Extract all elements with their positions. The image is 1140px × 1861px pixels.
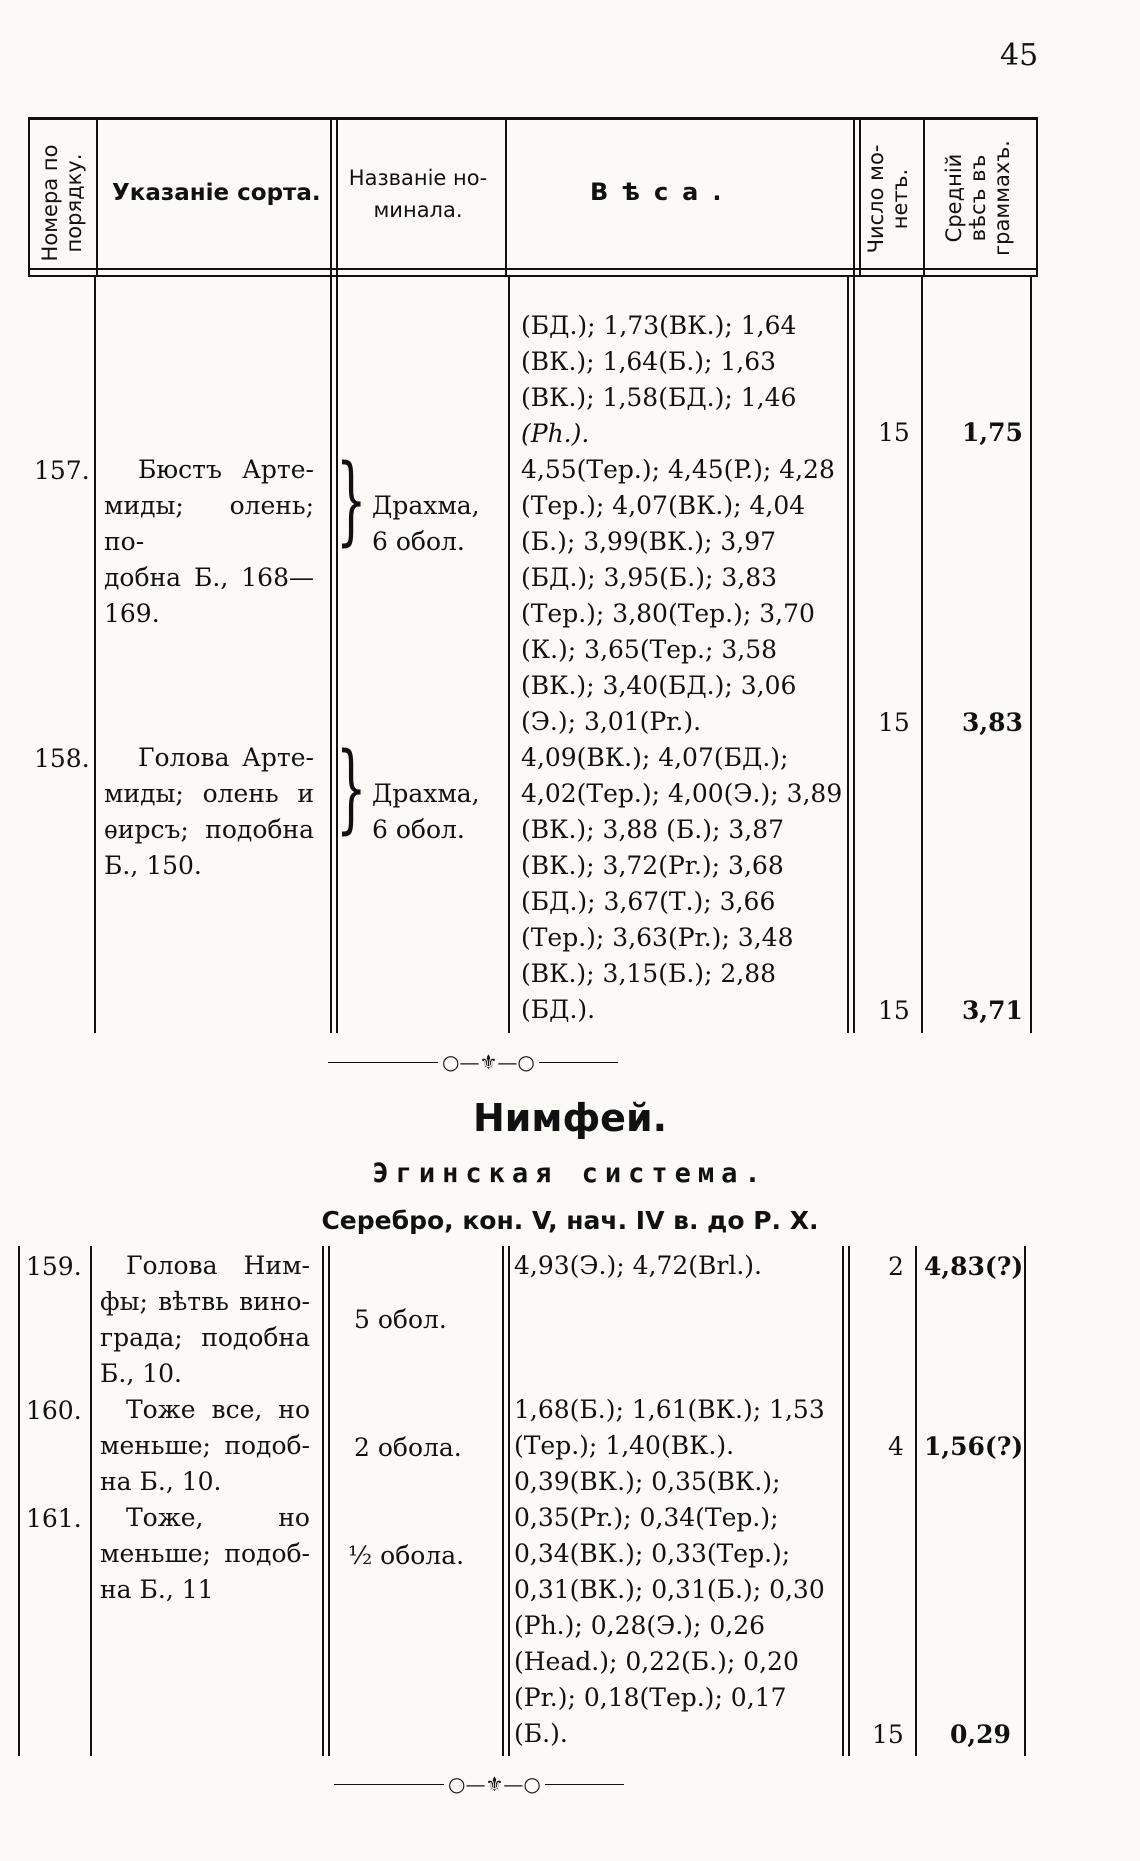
- row-158-weights: 4,09(ВК.); 4,07(БД.); 4,02(Тер.); 4,00(Э.); 3,89 (ВК.); 3,88 (Б.); 3,87 (ВК.); 3,72(Pr.); 3,68 (БД.); 3,67(Т.); 3,66 (Тер.); 3,63(Pr.); 3,48 (ВК.); 3,15(Б.); 2,88 (БД.).: [521, 743, 843, 1024]
- body1-border-6: [1030, 277, 1032, 1033]
- row-158-count: 15: [878, 996, 910, 1025]
- body1-border-3: [508, 277, 510, 1033]
- body2-border-4b: [848, 1246, 850, 1756]
- col-border-5: [923, 117, 925, 277]
- row-158-number: 158.: [34, 744, 90, 773]
- row-157-nominal: Драхма, 6 обол.: [372, 491, 480, 556]
- table-header-rule-2: [28, 275, 1038, 277]
- row-158-brace: }: [336, 732, 367, 844]
- continuation-avg: 1,75: [962, 418, 1023, 447]
- ornament-1: ○—⚜—○: [438, 1050, 539, 1074]
- row-160-weights: 1,68(Б.); 1,61(ВК.); 1,53 (Тер.); 1,40(ВК.).: [514, 1395, 825, 1460]
- row-161-count: 15: [872, 1720, 904, 1749]
- section-subtitle: Эгинская система.: [372, 1158, 768, 1189]
- row-157-count: 15: [878, 708, 910, 737]
- body2-border-2: [322, 1246, 324, 1756]
- row-157-description: Бюстъ Арте- миды; олень; по- добна Б., 168— 169.: [104, 455, 314, 628]
- row-160-description: Тоже все, но меньше; подоб- на Б., 10.: [100, 1395, 310, 1496]
- col-border-2b: [336, 117, 338, 277]
- row-161-nominal: ½ обола.: [348, 1541, 465, 1570]
- body2-border-2b: [328, 1246, 330, 1756]
- header-count: Число мо- нетъ.: [864, 144, 912, 254]
- section-title: Нимфей.: [472, 1096, 668, 1140]
- row-160-nominal: 2 обола.: [354, 1433, 462, 1462]
- col-border-1: [96, 117, 98, 277]
- col-border-0: [28, 117, 30, 277]
- body1-border-5: [921, 277, 923, 1033]
- header-sort: Указаніе сорта.: [112, 180, 321, 206]
- row-158-nominal: Драхма, 6 обол.: [372, 779, 480, 844]
- row-159-count: 2: [888, 1252, 904, 1281]
- header-weights: Вѣса.: [590, 178, 736, 206]
- header-nominal: Названіе но- минала.: [348, 166, 488, 222]
- body2-border-4: [842, 1246, 844, 1756]
- row-161-number: 161.: [26, 1504, 82, 1533]
- row-160-number: 160.: [26, 1396, 82, 1425]
- row-158-description: Голова Арте- миды; олень и ѳирсъ; подобна Б., 150.: [104, 743, 314, 880]
- continuation-count: 15: [878, 418, 910, 447]
- body1-border-4: [847, 277, 849, 1033]
- table-top-rule: [28, 117, 1038, 120]
- row-160-avg: 1,56(?): [924, 1432, 1024, 1461]
- col-border-4b: [859, 117, 861, 277]
- section-subsubtitle: Серебро, кон. V, нач. IV в. до Р. Х.: [321, 1206, 819, 1235]
- ornament-2: ○—⚜—○: [444, 1772, 545, 1796]
- header-number: Номера по порядку.: [38, 144, 86, 262]
- body2-border-3b: [508, 1246, 510, 1756]
- row-161-description: Тоже, но меньше; подоб- на Б., 11: [100, 1503, 310, 1604]
- body2-border-3: [502, 1246, 504, 1756]
- col-border-3: [505, 117, 507, 277]
- col-border-4: [853, 117, 855, 277]
- body2-border-1: [90, 1246, 92, 1756]
- body2-border-0: [18, 1246, 20, 1756]
- continuation-weights: (БД.); 1,73(ВК.); 1,64 (ВК.); 1,64(Б.); 1,63 (ВК.); 1,58(БД.); 1,46 (Ph.).: [521, 311, 797, 448]
- row-159-number: 159.: [26, 1252, 82, 1281]
- row-157-number: 157.: [34, 456, 90, 485]
- body1-border-1: [94, 277, 96, 1033]
- row-161-weights: 0,39(ВК.); 0,35(ВК.); 0,35(Pr.); 0,34(Тер.); 0,34(ВК.); 0,33(Тер.); 0,31(ВК.); 0,31(Б.); 0,30 (Ph.); 0,28(Э.); 0,26 (Head.); 0,22(Б.); 0,20 (Pr.); 0,18(Тер.); 0,17 (Б.).: [514, 1467, 825, 1748]
- row-159-nominal: 5 обол.: [354, 1305, 447, 1334]
- row-159-weights: 4,93(Э.); 4,72(Brl.).: [514, 1251, 762, 1280]
- body2-border-6: [1024, 1246, 1026, 1756]
- row-160-count: 4: [888, 1432, 904, 1461]
- body1-border-2b: [336, 277, 338, 1033]
- col-border-6: [1036, 117, 1038, 277]
- row-157-avg: 3,83: [962, 708, 1023, 737]
- row-157-weights: 4,55(Тер.); 4,45(P.); 4,28 (Тер.); 4,07(ВК.); 4,04 (Б.); 3,99(ВК.); 3,97 (БД.); 3,95(Б.); 3,83 (Тер.); 3,80(Тер.); 3,70 (К.); 3,65(Тер.; 3,58 (ВК.); 3,40(БД.); 3,06 (Э.); 3,01(Pr.).: [521, 455, 835, 736]
- row-159-description: Голова Ним- фы; вѣтвь вино- града; подобна Б., 10.: [100, 1251, 310, 1388]
- row-159-avg: 4,83(?): [924, 1252, 1024, 1281]
- body1-border-2: [330, 277, 332, 1033]
- col-border-2: [330, 117, 332, 277]
- row-161-avg: 0,29: [950, 1720, 1011, 1749]
- body1-border-4b: [853, 277, 855, 1033]
- row-158-avg: 3,71: [962, 996, 1023, 1025]
- row-157-brace: }: [336, 444, 367, 556]
- body2-border-5: [915, 1246, 917, 1756]
- header-average: Средній вѣсъ въ граммахъ.: [942, 140, 1014, 256]
- page-number: 45: [1000, 38, 1039, 73]
